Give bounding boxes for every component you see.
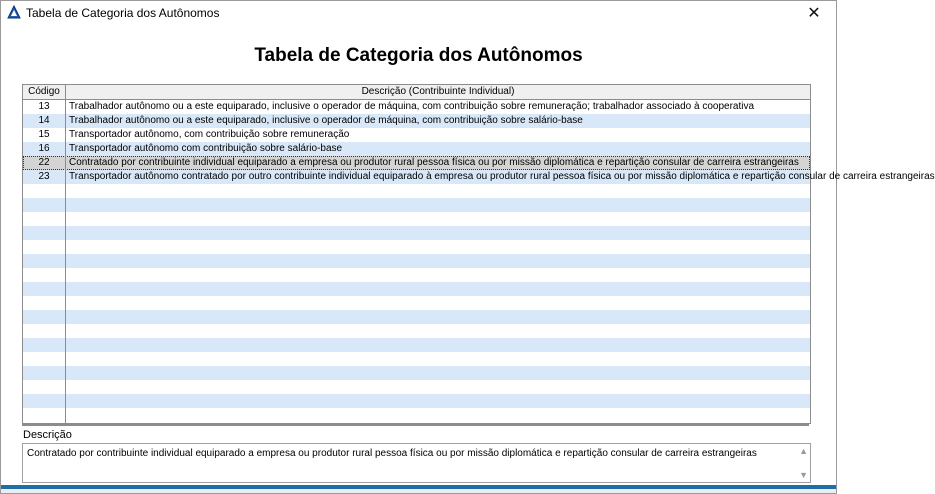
- table-row[interactable]: [23, 408, 810, 422]
- cell-code: 15: [23, 128, 66, 142]
- window-title: Tabela de Categoria dos Autônomos: [26, 6, 220, 20]
- cell-description: Trabalhador autônomo ou a este equiparado, inclusive o operador de máquina, com contribuição sobre remuneração; trabalhador associado à cooperativa: [69, 101, 755, 112]
- table-row[interactable]: [23, 226, 810, 240]
- table-row[interactable]: [23, 254, 810, 268]
- table-row[interactable]: [23, 366, 810, 380]
- cell-description: Transportador autônomo com contribuição sobre salário-base: [69, 143, 343, 154]
- bottom-strip: [1, 489, 836, 493]
- cell-description: Transportador autônomo contratado por outro contribuinte individual equiparado à empresa ou produtor rural pessoa física ou por missão diplomática e repartição consular de carreira estrangeiras: [69, 171, 935, 182]
- table-row[interactable]: [23, 198, 810, 212]
- table-row[interactable]: [23, 380, 810, 394]
- description-textarea[interactable]: [22, 443, 811, 483]
- table-row[interactable]: [23, 338, 810, 352]
- scroll-down-icon[interactable]: ▼: [799, 470, 808, 480]
- warning-triangle-icon: [7, 5, 21, 19]
- table-header: [23, 85, 810, 100]
- table-row[interactable]: [23, 352, 810, 366]
- table-row[interactable]: [23, 100, 810, 114]
- column-header-description[interactable]: Descrição (Contribuinte Individual): [361, 86, 515, 97]
- column-divider: [65, 100, 66, 423]
- table-row[interactable]: [23, 282, 810, 296]
- table-row[interactable]: [23, 240, 810, 254]
- table-row[interactable]: [23, 296, 810, 310]
- cell-code: 16: [23, 142, 66, 156]
- table-row[interactable]: [23, 142, 810, 156]
- cell-code: 23: [23, 170, 66, 184]
- title-bar: [1, 1, 836, 25]
- cell-description: Contratado por contribuinte individual equiparado a empresa ou produtor rural pessoa física ou por missão diplomática e repartição consular de carreira estrangeiras: [69, 157, 799, 168]
- cell-code: 22: [23, 156, 66, 170]
- table-row[interactable]: [23, 394, 810, 408]
- close-button[interactable]: [792, 1, 836, 27]
- column-header-code[interactable]: Código: [23, 85, 66, 99]
- table-row[interactable]: [23, 114, 810, 128]
- table-row[interactable]: [23, 324, 810, 338]
- scroll-up-icon[interactable]: ▲: [799, 446, 808, 456]
- description-text: Contratado por contribuinte individual equiparado a empresa ou produtor rural pessoa física ou por missão diplomática e repartição consular de carreira estrangeiras: [27, 448, 757, 459]
- cell-code: 13: [23, 100, 66, 114]
- cell-description: Trabalhador autônomo ou a este equiparado, inclusive o operador de máquina, com contribuição sobre salário-base: [69, 115, 583, 126]
- description-label: Descrição: [23, 429, 72, 441]
- splitter[interactable]: [22, 424, 809, 426]
- page-title: Tabela de Categoria dos Autônomos: [254, 45, 583, 66]
- table-row[interactable]: [23, 170, 935, 184]
- table-row[interactable]: [23, 310, 810, 324]
- table-row[interactable]: [23, 184, 810, 198]
- cell-description: Transportador autônomo, com contribuição sobre remuneração: [69, 129, 350, 140]
- category-table[interactable]: [22, 84, 935, 424]
- table-row[interactable]: [23, 156, 810, 170]
- close-icon: ✕: [807, 5, 821, 22]
- table-row[interactable]: [23, 268, 810, 282]
- table-body: [23, 100, 935, 422]
- cell-code: 14: [23, 114, 66, 128]
- table-row[interactable]: [23, 212, 810, 226]
- table-row[interactable]: [23, 128, 810, 142]
